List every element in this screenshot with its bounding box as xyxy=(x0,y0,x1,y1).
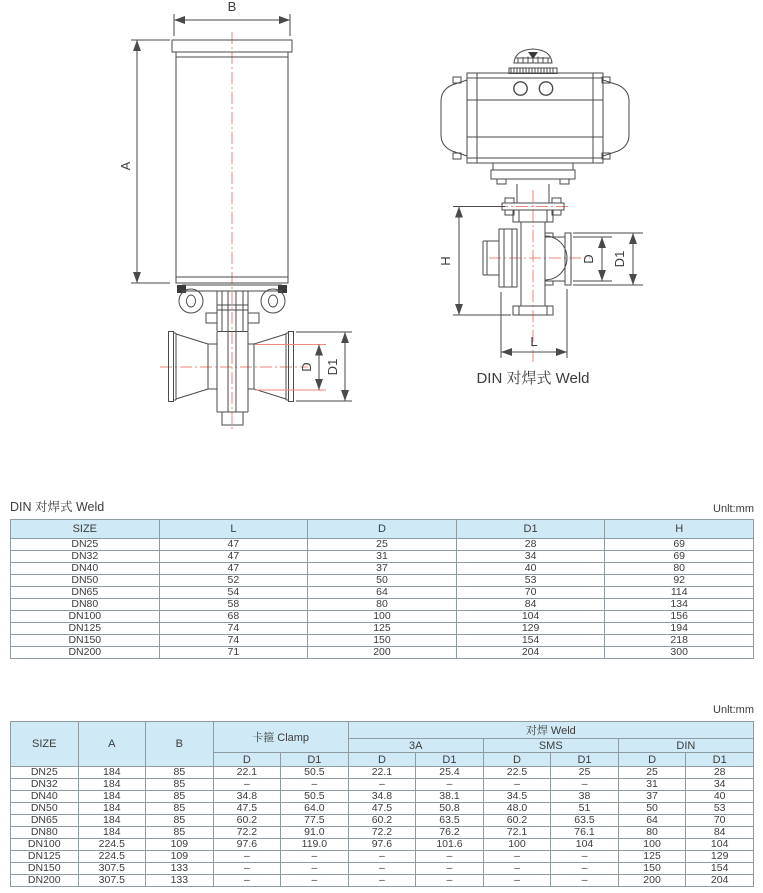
table-cell: 74 xyxy=(159,635,308,647)
table1-unit-label: Unlt:mm xyxy=(713,503,754,515)
table-cell: 101.6 xyxy=(416,839,484,851)
table-row xyxy=(11,551,754,563)
actuator-top-knob xyxy=(509,49,557,74)
table-cell: DN150 xyxy=(11,863,79,875)
table-cell: – xyxy=(551,779,619,791)
table-cell: 74 xyxy=(159,623,308,635)
table-cell: 133 xyxy=(146,875,214,887)
table-row xyxy=(11,803,754,815)
table-cell: 50 xyxy=(308,575,457,587)
table-cell: – xyxy=(213,779,281,791)
table-cell: 70 xyxy=(686,815,754,827)
col-header-d1: D1 xyxy=(456,520,605,539)
table-cell: 114 xyxy=(605,587,754,599)
table-cell: – xyxy=(551,863,619,875)
table-cell: 80 xyxy=(308,599,457,611)
table-cell: 194 xyxy=(605,623,754,635)
table-cell: DN200 xyxy=(11,875,79,887)
table-cell: 64.0 xyxy=(281,803,349,815)
col-header-3a-d1: D1 xyxy=(416,753,484,767)
table-cell: 70 xyxy=(456,587,605,599)
table-cell: – xyxy=(348,779,416,791)
table-cell: – xyxy=(416,875,484,887)
table1-title: DIN 对焊式 Weld xyxy=(10,500,105,514)
table-cell: 150 xyxy=(618,863,686,875)
table-cell: 85 xyxy=(146,815,214,827)
table-cell: 34 xyxy=(686,779,754,791)
table-cell: 53 xyxy=(686,803,754,815)
table-cell: 97.6 xyxy=(348,839,416,851)
table-cell: 184 xyxy=(78,827,146,839)
table-cell: – xyxy=(416,779,484,791)
table-cell: 34.5 xyxy=(483,791,551,803)
table-row xyxy=(11,791,754,803)
table-cell: 84 xyxy=(456,599,605,611)
table-cell: 100 xyxy=(483,839,551,851)
air-port-left xyxy=(514,82,527,95)
table-cell: 104 xyxy=(456,611,605,623)
table-cell: 34.8 xyxy=(213,791,281,803)
table-cell: DN125 xyxy=(11,623,160,635)
table2-unit-label: Unlt:mm xyxy=(713,704,754,716)
table-cell: 71 xyxy=(159,647,308,659)
dim-label-d1: D1 xyxy=(612,250,627,268)
table-cell: 97.6 xyxy=(213,839,281,851)
table-cell: 300 xyxy=(605,647,754,659)
table-row xyxy=(11,599,754,611)
table-cell: – xyxy=(213,851,281,863)
weld-valve-body xyxy=(483,210,571,315)
table1-header-row xyxy=(11,520,754,539)
col-header-l: L xyxy=(159,520,308,539)
table-cell: 72.2 xyxy=(348,827,416,839)
table-row xyxy=(11,839,754,851)
col-header-din-d1: D1 xyxy=(686,753,754,767)
table-cell: – xyxy=(483,851,551,863)
din-weld-dimensions-table xyxy=(10,519,754,659)
table-cell: 60.2 xyxy=(348,815,416,827)
table-cell: – xyxy=(213,875,281,887)
table-cell: – xyxy=(483,875,551,887)
table-cell: – xyxy=(416,851,484,863)
table-cell: 109 xyxy=(146,839,214,851)
col-header-h: H xyxy=(605,520,754,539)
table-cell: 68 xyxy=(159,611,308,623)
table-cell: 58 xyxy=(159,599,308,611)
col-group-din: DIN xyxy=(618,739,753,753)
table-cell: 54 xyxy=(159,587,308,599)
table-cell: 100 xyxy=(618,839,686,851)
table-cell: – xyxy=(348,863,416,875)
table-row xyxy=(11,539,754,551)
table-row xyxy=(11,563,754,575)
table-cell: 91.0 xyxy=(281,827,349,839)
col-header-sms-d1: D1 xyxy=(551,753,619,767)
air-port-right xyxy=(539,82,552,95)
table-cell: 129 xyxy=(686,851,754,863)
dim-label-d: D xyxy=(299,362,314,372)
table-row xyxy=(11,779,754,791)
table-cell: 125 xyxy=(308,623,457,635)
table-cell: DN100 xyxy=(11,611,160,623)
table-cell: DN80 xyxy=(11,599,160,611)
table-cell: – xyxy=(281,851,349,863)
table-row xyxy=(11,635,754,647)
table-cell: 63.5 xyxy=(551,815,619,827)
table-cell: 72.1 xyxy=(483,827,551,839)
table2-unit-row xyxy=(10,700,754,718)
table-cell: 31 xyxy=(618,779,686,791)
table-cell: – xyxy=(281,863,349,875)
pneumatic-actuator xyxy=(441,73,629,163)
table-cell: – xyxy=(348,851,416,863)
table1-title-row xyxy=(10,497,754,515)
table-cell: 129 xyxy=(456,623,605,635)
table-cell: DN65 xyxy=(11,587,160,599)
section-connection-table xyxy=(0,700,763,887)
table-row xyxy=(11,611,754,623)
table-cell: 48.0 xyxy=(483,803,551,815)
table-cell: DN200 xyxy=(11,647,160,659)
table-cell: DN150 xyxy=(11,635,160,647)
table-row xyxy=(11,827,754,839)
table-cell: 50.8 xyxy=(416,803,484,815)
table-cell: 85 xyxy=(146,779,214,791)
table-cell: – xyxy=(281,875,349,887)
table-cell: 51 xyxy=(551,803,619,815)
table-cell: DN32 xyxy=(11,779,79,791)
col-header-size: SIZE xyxy=(11,520,160,539)
table-cell: 184 xyxy=(78,791,146,803)
col-group-clamp: 卡箍 Clamp xyxy=(213,722,348,753)
table-cell: 40 xyxy=(456,563,605,575)
table-cell: – xyxy=(483,779,551,791)
col-group-weld: 对焊 Weld xyxy=(348,722,753,739)
table-cell: – xyxy=(551,875,619,887)
table-cell: 85 xyxy=(146,767,214,779)
table-cell: 37 xyxy=(618,791,686,803)
table-cell: 25 xyxy=(618,767,686,779)
table-cell: 50.5 xyxy=(281,791,349,803)
table-cell: DN32 xyxy=(11,551,160,563)
table-cell: 34 xyxy=(456,551,605,563)
table-cell: DN125 xyxy=(11,851,79,863)
table-cell: 218 xyxy=(605,635,754,647)
table-cell: 154 xyxy=(686,863,754,875)
table-cell: 80 xyxy=(618,827,686,839)
table-cell: 38 xyxy=(551,791,619,803)
col-header-din-d: D xyxy=(618,753,686,767)
table-cell: 47 xyxy=(159,551,308,563)
table-cell: 47 xyxy=(159,539,308,551)
table-cell: 34.8 xyxy=(348,791,416,803)
table-cell: DN25 xyxy=(11,539,160,551)
right-drawing-actuator-weld-valve xyxy=(438,49,643,387)
col-header-clamp-d: D xyxy=(213,753,281,767)
table-cell: – xyxy=(348,875,416,887)
dim-label-h: H xyxy=(438,256,453,266)
table-cell: 150 xyxy=(308,635,457,647)
table-cell: 184 xyxy=(78,815,146,827)
table-cell: 85 xyxy=(146,803,214,815)
table-cell: 63.5 xyxy=(416,815,484,827)
table-cell: 224.5 xyxy=(78,839,146,851)
table-cell: 37 xyxy=(308,563,457,575)
col-header-3a-d: D xyxy=(348,753,416,767)
table-cell: 25.4 xyxy=(416,767,484,779)
table-cell: 80 xyxy=(605,563,754,575)
table-cell: 22.5 xyxy=(483,767,551,779)
table-cell: DN40 xyxy=(11,563,160,575)
table1-body xyxy=(11,539,754,659)
table-cell: 69 xyxy=(605,551,754,563)
table-cell: 47.5 xyxy=(348,803,416,815)
table-cell: – xyxy=(281,779,349,791)
table-cell: 109 xyxy=(146,851,214,863)
table-cell: 64 xyxy=(308,587,457,599)
col-header-d: D xyxy=(308,520,457,539)
table-cell: 60.2 xyxy=(483,815,551,827)
dim-label-d1: D1 xyxy=(325,358,340,376)
table-cell: 104 xyxy=(551,839,619,851)
table-cell: 77.5 xyxy=(281,815,349,827)
table-cell: DN50 xyxy=(11,575,160,587)
table-cell: 50.5 xyxy=(281,767,349,779)
connection-dimensions-table xyxy=(10,721,754,887)
table-cell: 38.1 xyxy=(416,791,484,803)
table-cell: 28 xyxy=(456,539,605,551)
table-cell: – xyxy=(551,851,619,863)
table-cell: 85 xyxy=(146,827,214,839)
col-header-sms-d: D xyxy=(483,753,551,767)
dim-h-extension-lines xyxy=(453,207,511,316)
dim-label-b: B xyxy=(227,0,237,14)
table-cell: 156 xyxy=(605,611,754,623)
table-row xyxy=(11,851,754,863)
col-group-sms: SMS xyxy=(483,739,618,753)
table-row xyxy=(11,875,754,887)
table-cell: 154 xyxy=(456,635,605,647)
dim-label-l: L xyxy=(530,334,538,349)
table-cell: 200 xyxy=(618,875,686,887)
table-cell: 133 xyxy=(146,863,214,875)
table-cell: DN80 xyxy=(11,827,79,839)
table-cell: 104 xyxy=(686,839,754,851)
table-row xyxy=(11,587,754,599)
dim-label-d: D xyxy=(581,254,596,264)
table-row xyxy=(11,623,754,635)
table2-header-row-1 xyxy=(11,722,754,739)
table-cell: DN25 xyxy=(11,767,79,779)
table-cell: 84 xyxy=(686,827,754,839)
clamp-valve-body xyxy=(169,332,294,426)
table-cell: DN65 xyxy=(11,815,79,827)
table-cell: 25 xyxy=(551,767,619,779)
table-cell: DN40 xyxy=(11,791,79,803)
valve-bracket xyxy=(491,163,575,215)
table-cell: 50 xyxy=(618,803,686,815)
left-drawing-actuator-clamp-valve xyxy=(118,0,352,431)
table-cell: 64 xyxy=(618,815,686,827)
table-cell: 85 xyxy=(146,791,214,803)
table-cell: DN100 xyxy=(11,839,79,851)
table-cell: 200 xyxy=(308,647,457,659)
col-group-3a: 3A xyxy=(348,739,483,753)
table-row xyxy=(11,575,754,587)
table-cell: 204 xyxy=(456,647,605,659)
table-row xyxy=(11,647,754,659)
table-cell: 52 xyxy=(159,575,308,587)
table-cell: 125 xyxy=(618,851,686,863)
table-cell: 184 xyxy=(78,767,146,779)
col-header-clamp-d1: D1 xyxy=(281,753,349,767)
table-cell: 119.0 xyxy=(281,839,349,851)
table-cell: 224.5 xyxy=(78,851,146,863)
col-header-size: SIZE xyxy=(11,722,79,767)
table-cell: – xyxy=(416,863,484,875)
table2-body xyxy=(11,767,754,887)
table-cell: DN50 xyxy=(11,803,79,815)
table-cell: 134 xyxy=(605,599,754,611)
table-cell: 184 xyxy=(78,779,146,791)
col-header-a: A xyxy=(78,722,146,767)
table-cell: 76.1 xyxy=(551,827,619,839)
table-cell: 204 xyxy=(686,875,754,887)
table-row xyxy=(11,767,754,779)
table-cell: 60.2 xyxy=(213,815,281,827)
table-cell: 40 xyxy=(686,791,754,803)
table-cell: 47 xyxy=(159,563,308,575)
table-cell: – xyxy=(213,863,281,875)
table-cell: 72.2 xyxy=(213,827,281,839)
section-din-weld-table xyxy=(0,497,763,659)
table-cell: 22.1 xyxy=(213,767,281,779)
col-header-b: B xyxy=(146,722,214,767)
table-cell: 31 xyxy=(308,551,457,563)
right-drawing-caption: DIN 对焊式 Weld xyxy=(476,370,590,387)
table-cell: – xyxy=(483,863,551,875)
table-cell: 69 xyxy=(605,539,754,551)
table-cell: 22.1 xyxy=(348,767,416,779)
table-cell: 100 xyxy=(308,611,457,623)
table-cell: 47.5 xyxy=(213,803,281,815)
table-row xyxy=(11,815,754,827)
table-cell: 25 xyxy=(308,539,457,551)
table-cell: 76.2 xyxy=(416,827,484,839)
table-cell: 184 xyxy=(78,803,146,815)
table-cell: 53 xyxy=(456,575,605,587)
dim-label-a: A xyxy=(118,161,133,171)
table-cell: 307.5 xyxy=(78,863,146,875)
table-cell: 28 xyxy=(686,767,754,779)
table-cell: 92 xyxy=(605,575,754,587)
table-row xyxy=(11,863,754,875)
table-cell: 307.5 xyxy=(78,875,146,887)
